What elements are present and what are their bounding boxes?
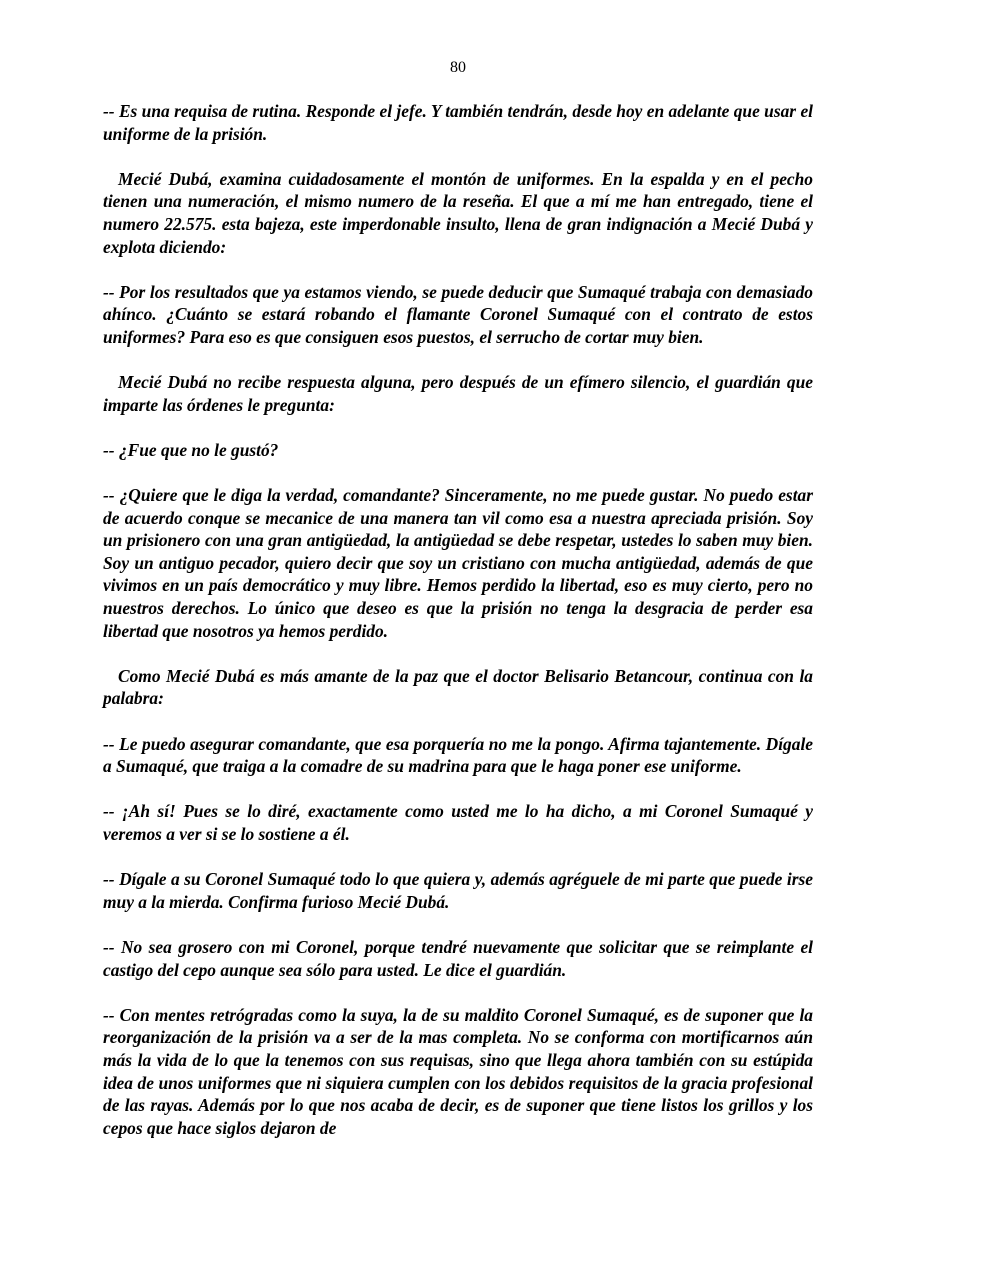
paragraph: -- Dígale a su Coronel Sumaqué todo lo que quiera y, además agréguele de mi parte que puede irse muy a la mierda. Confirma furioso Mecié Dubá. <box>103 869 813 912</box>
paragraph: Mecié Dubá, examina cuidadosamente el montón de uniformes. En la espalda y en el pecho tienen una numeración, el mismo numero de la reseña. El que a mí me han entregado, tiene el numero 22.575. esta bajeza, este imperdonable insulto, llena de gran indignación a Mecié Dubá y explota diciendo: <box>103 168 813 257</box>
paragraph: -- Con mentes retrógradas como la suya, la de su maldito Coronel Sumaqué, es de suponer que la reorganización de la prisión va a ser de la mas completa. No se conforma con mortificarnos aún más la vida de lo que la tenemos con sus requisas, sino que llega ahora también con su estúpida idea de unos uniformes que ni siquiera cumplen con los debidos requisitos de la gracia profesional de las rayas. Además por lo que nos acaba de decir, es de suponer que tiene listos los grillos y los cepos que hace siglos dejaron de <box>103 1004 813 1138</box>
paragraph: -- ¿Fue que no le gustó? <box>103 439 279 460</box>
paragraph: -- ¡Ah sí! Pues se lo diré, exactamente como usted me lo ha dicho, a mi Coronel Sumaqué y veremos a ver si se lo sostiene a él. <box>103 801 813 844</box>
paragraph: -- Por los resultados que ya estamos viendo, se puede deducir que Sumaqué trabaja con demasiado ahínco. ¿Cuánto se estará robando el flamante Coronel Sumaqué con el contrato de estos uniformes? Para eso es que consiguen esos puestos, el serrucho de cortar muy bien. <box>103 281 813 347</box>
paragraph: -- Es una requisa de rutina. Responde el jefe. Y también tendrán, desde hoy en adelante que usar el uniforme de la prisión. <box>103 101 813 144</box>
paragraph: Como Mecié Dubá es más amante de la paz que el doctor Belisario Betancour, continua con la palabra: <box>103 665 813 709</box>
body-text <box>103 100 813 1162</box>
paragraph: -- ¿Quiere que le diga la verdad, comandante? Sinceramente, no me puede gustar. No puedo estar de acuerdo conque se mecanice de una manera tan vil como esa a nuestra apreciada prisión. Soy un prisionero con una gran antigüedad, la antigüedad se debe respetar, ustedes lo saben muy bien. Soy un antiguo pecador, quiero decir que soy un cristiano con mucha antigüedad, además de que vivimos en un país democrático y muy libre. Hemos perdido la libertad, eso es muy cierto, pero no nuestros derechos. Lo único que deseo es que la prisión no tenga la desgracia de perder esa libertad que nosotros ya hemos perdido. <box>103 485 813 641</box>
page-number: 80 <box>450 59 466 76</box>
paragraph: Mecié Dubá no recibe respuesta alguna, pero después de un efímero silencio, el guardián que imparte las órdenes le pregunta: <box>103 372 813 415</box>
paragraph: -- Le puedo asegurar comandante, que esa porquería no me la pongo. Afirma tajantemente. Dígale a Sumaqué, que traiga a la comadre de su madrina para que le haga poner ese uniforme. <box>103 733 813 777</box>
paragraph: -- No sea grosero con mi Coronel, porque tendré nuevamente que solicitar que se reimplante el castigo del cepo aunque sea sólo para usted. Le dice el guardián. <box>103 936 813 980</box>
